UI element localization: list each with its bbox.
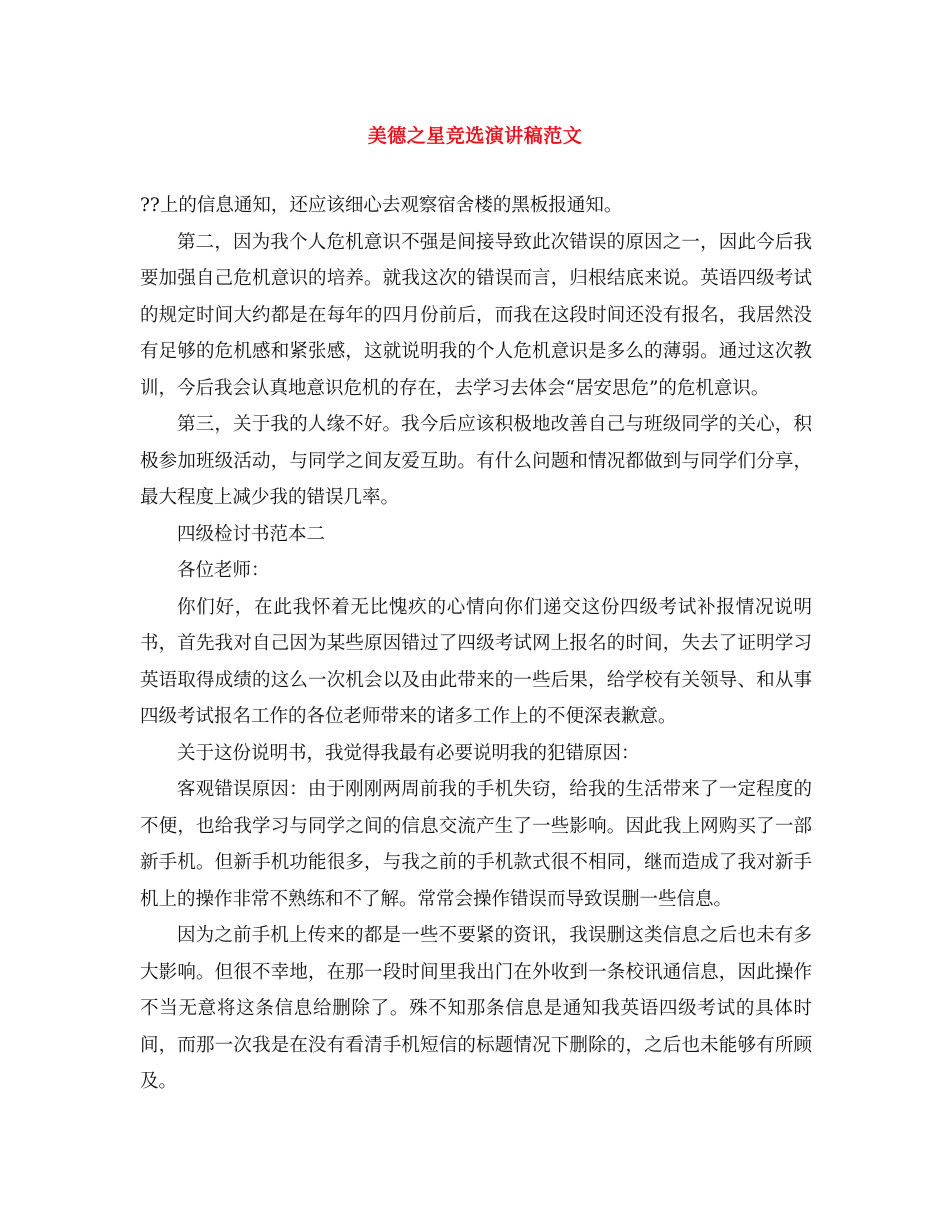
paragraph: 客观错误原因：由于刚刚两周前我的手机失窃，给我的生活带来了一定程度的不便，也给我学习与同学之间的信息交流产生了一些影响。因此我上网购买了一部新手机。但新手机功能很多，与我之前的手机款式很不相同，继而造成了我对新手机上的操作非常不熟练和不了解。常常会操作错误而导致误删一些信息。 [140,779,812,910]
section-heading: 四级检讨书范本二 [177,523,326,545]
document-title: 美德之星竞选演讲稿范文 [367,125,583,147]
paragraph: ??上的信息通知，还应该细心去观察宿舍楼的黑板报通知。 [140,195,623,216]
document-body [140,188,812,1101]
paragraph: 关于这份说明书，我觉得我最有必要说明我的犯错原因： [177,742,640,764]
salutation: 各位老师： [177,560,270,581]
paragraph: 你们好，在此我怀着无比愧疚的心情向你们递交这份四级考试补报情况说明书，首先我对自己因为某些原因错过了四级考试网上报名的时间，失去了证明学习英语取得成绩的这么一次机会以及由此带来的一些后果，给学校有关领导、和从事四级考试报名工作的各位老师带来的诸多工作上的不便深表歉意。 [140,596,812,727]
paragraph: 第二，因为我个人危机意识不强是间接导致此次错误的原因之一，因此今后我要加强自己危机意识的培养。就我这次的错误而言，归根结底来说。英语四级考试的规定时间大约都是在每年的四月份前后，而我在这段时间还没有报名，我居然没有足够的危机感和紧张感，这就说明我的个人危机意识是多么的薄弱。通过这次教训，今后我会认真地意识危机的存在，去学习去体会“居安思危”的危机意识。 [140,231,812,399]
paragraph: 第三，关于我的人缘不好。我今后应该积极地改善自己与班级同学的关心，积极参加班级活动，与同学之间友爱互助。有什么问题和情况都做到与同学们分享，最大程度上减少我的错误几率。 [140,414,812,508]
paragraph: 因为之前手机上传来的都是一些不要紧的资讯，我误删这类信息之后也未有多大影响。但很不幸地，在那一段时间里我出门在外收到一条校讯通信息，因此操作不当无意将这条信息给删除了。殊不知那条信息是通知我英语四级考试的具体时间，而那一次我是在没有看清手机短信的标题情况下删除的，之后也未能够有所顾及。 [140,925,812,1092]
